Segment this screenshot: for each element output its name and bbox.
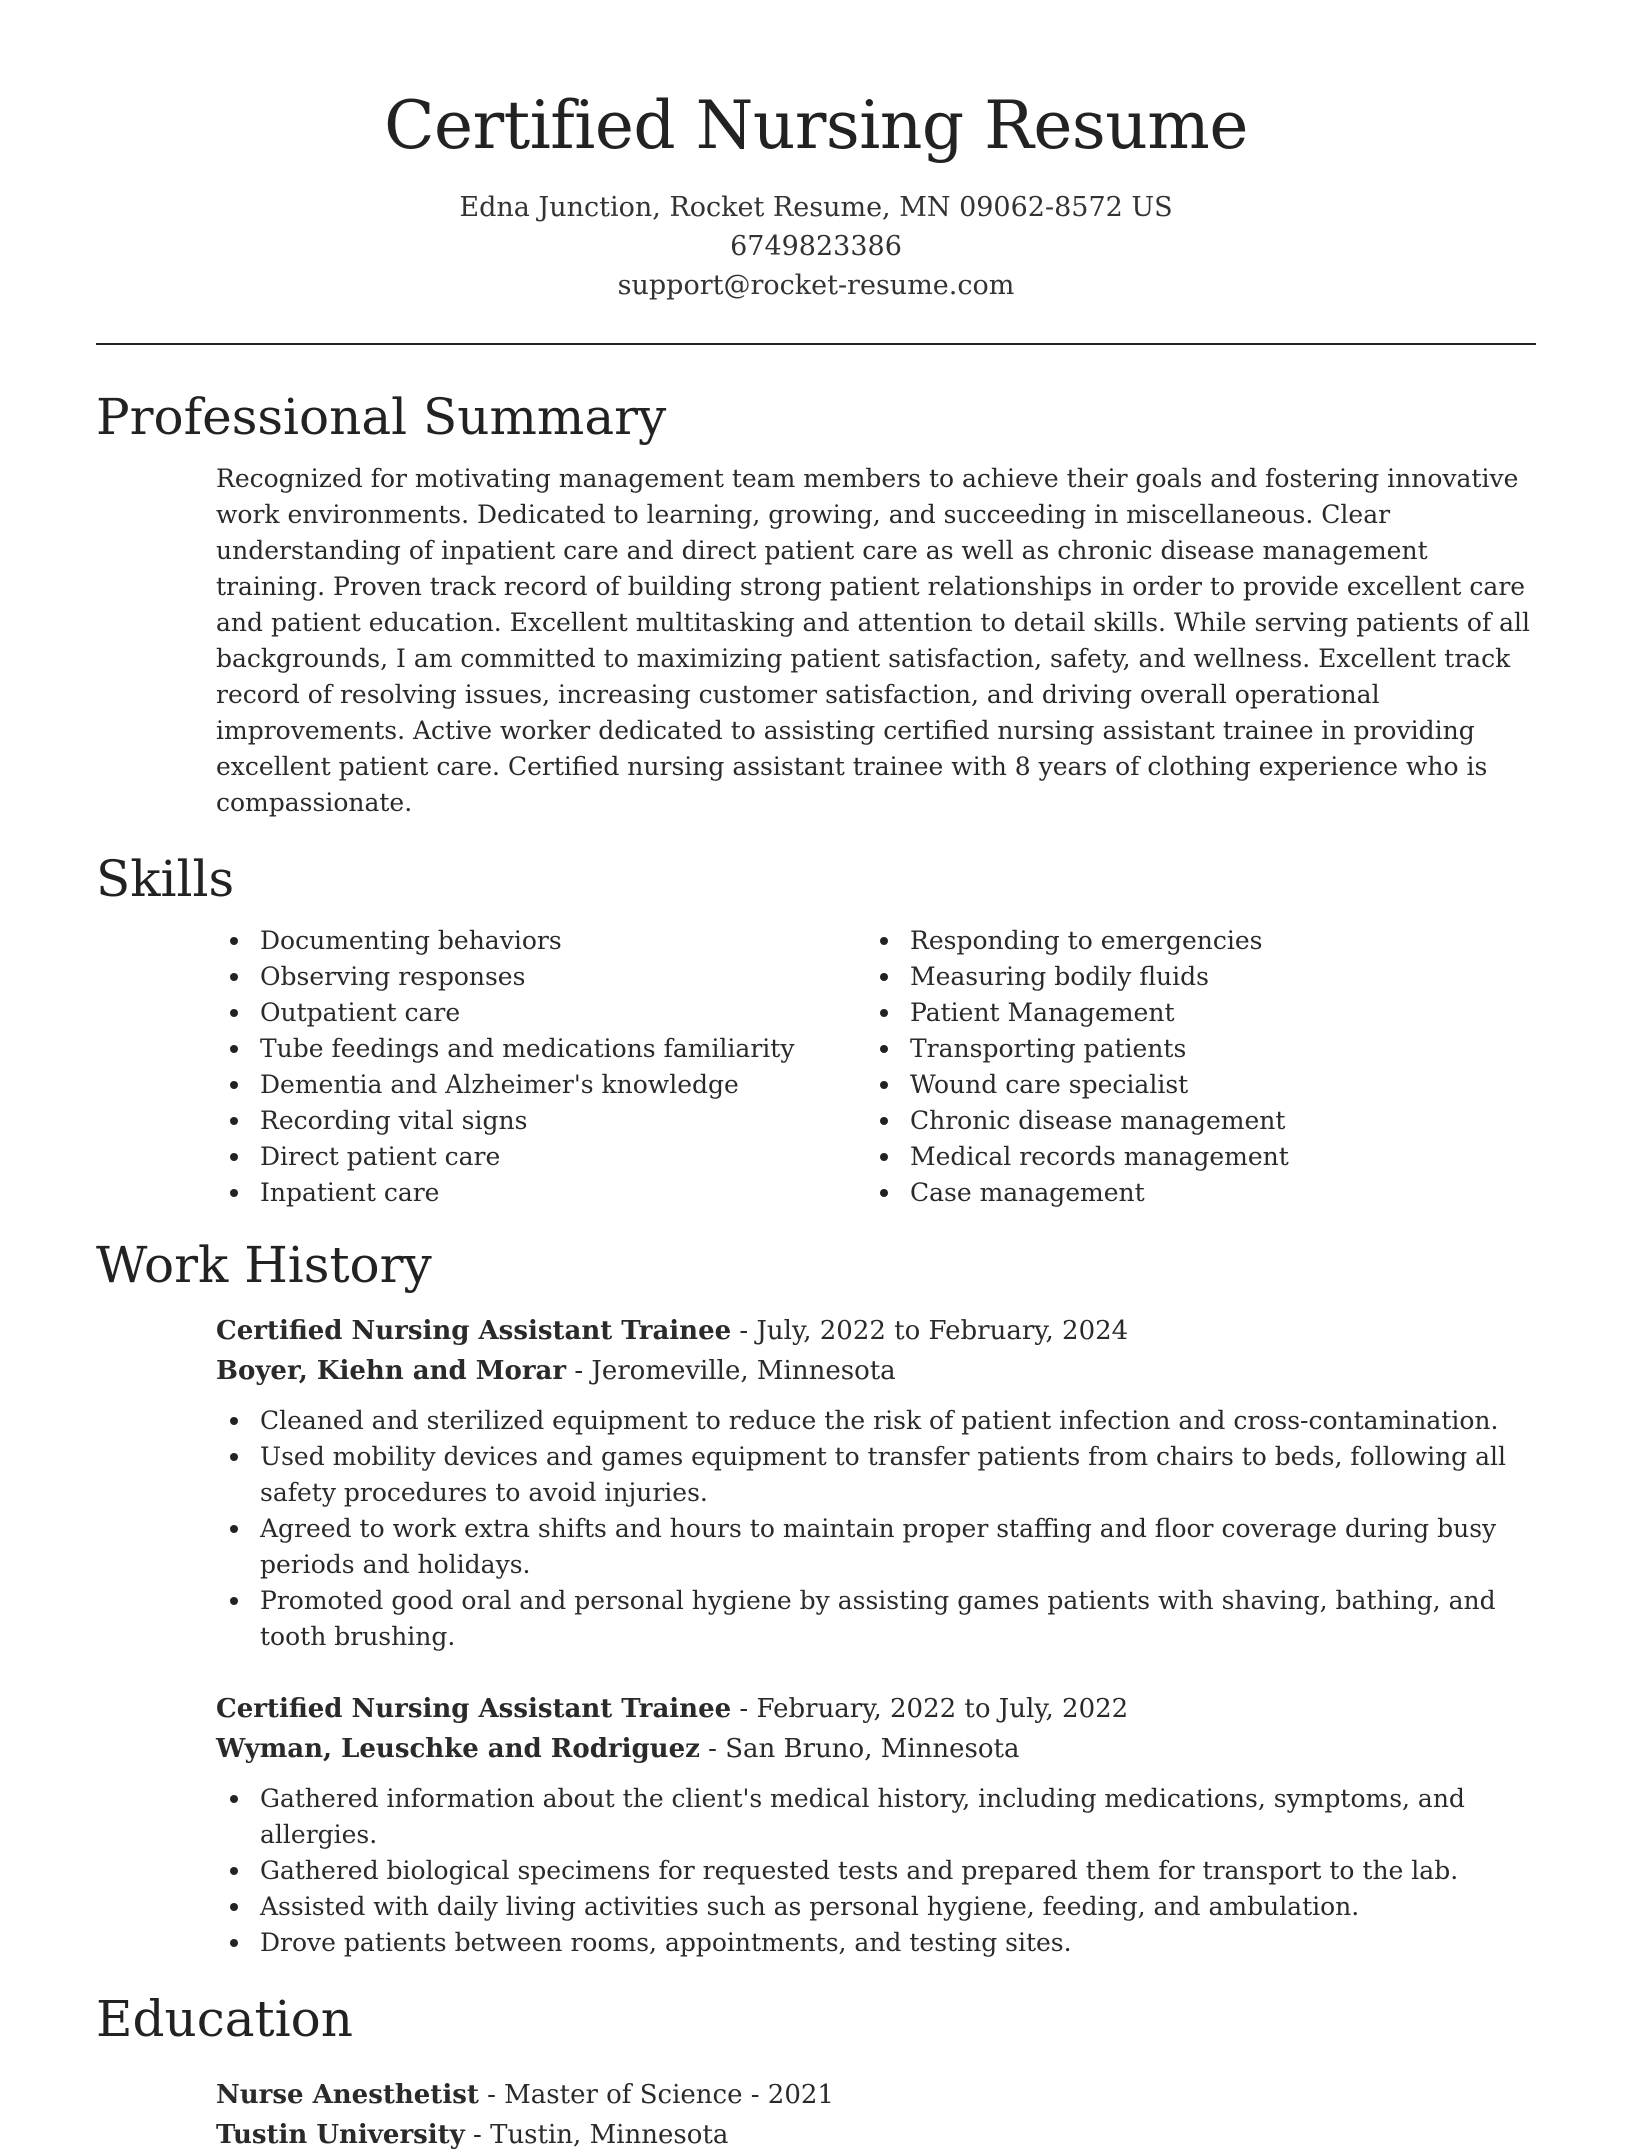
job-dates: - July, 2022 to February, 2024 xyxy=(731,1316,1129,1346)
contact-address: Edna Junction, Rocket Resume, MN 09062-8572 US xyxy=(459,192,1173,223)
resume-title: Certified Nursing Resume xyxy=(384,87,1248,164)
skill-item: Wound care specialist xyxy=(866,1067,1516,1103)
skill-item: Tube feedings and medications familiarity xyxy=(216,1031,866,1067)
education-field: Nurse Anesthetist xyxy=(216,2080,479,2110)
education-degree-line xyxy=(216,2075,1536,2115)
job-company: Boyer, Kiehn and Morar xyxy=(216,1356,567,1386)
job-bullet: Assisted with daily living activities such as personal hygiene, feeding, and ambulation. xyxy=(216,1889,1536,1925)
job-bullet: Gathered information about the client's medical history, including medications, symptoms, and allergies. xyxy=(216,1781,1536,1853)
contact-email: support@rocket-resume.com xyxy=(617,270,1015,301)
resume-header xyxy=(96,0,1536,345)
skill-item: Direct patient care xyxy=(216,1139,866,1175)
job-role: Certified Nursing Assistant Trainee xyxy=(216,1694,732,1724)
contact-phone: 6749823386 xyxy=(730,231,902,262)
resume-page xyxy=(96,0,1536,2155)
section-title-work-history: Work History xyxy=(96,1236,432,1294)
skill-item: Responding to emergencies xyxy=(866,923,1516,959)
education-school-line xyxy=(216,2115,1536,2155)
header-divider xyxy=(96,343,1536,345)
skill-item: Outpatient care xyxy=(216,995,866,1031)
skills-list xyxy=(216,923,1536,1211)
job-bullet: Gathered biological specimens for requested tests and prepared them for transport to the lab. xyxy=(216,1853,1536,1889)
job-bullet: Cleaned and sterilized equipment to reduce the risk of patient infection and cross-contamination. xyxy=(216,1403,1536,1439)
education-school: Tustin University xyxy=(216,2120,465,2150)
job-bullets xyxy=(216,1781,1536,1961)
job-role-line xyxy=(216,1311,1536,1351)
education-entry xyxy=(216,2075,1536,2155)
job-entry xyxy=(216,1689,1536,1961)
job-entry xyxy=(216,1311,1536,1655)
job-bullet: Promoted good oral and personal hygiene by assisting games patients with shaving, bathing, and tooth brushing. xyxy=(216,1583,1536,1655)
skill-item: Recording vital signs xyxy=(216,1103,866,1139)
skill-item: Transporting patients xyxy=(866,1031,1516,1067)
skill-item: Documenting behaviors xyxy=(216,923,866,959)
skill-item: Observing responses xyxy=(216,959,866,995)
job-bullet: Drove patients between rooms, appointments, and testing sites. xyxy=(216,1925,1536,1961)
job-bullet: Agreed to work extra shifts and hours to maintain proper staffing and floor coverage during busy periods and holidays. xyxy=(216,1511,1536,1583)
job-role: Certified Nursing Assistant Trainee xyxy=(216,1316,732,1346)
section-title-skills: Skills xyxy=(96,850,235,908)
skill-item: Patient Management xyxy=(866,995,1516,1031)
job-dates: - February, 2022 to July, 2022 xyxy=(731,1694,1129,1724)
job-company-line xyxy=(216,1351,1536,1391)
skills-column-left xyxy=(216,923,866,1211)
section-title-education: Education xyxy=(96,1990,353,2048)
job-company-line xyxy=(216,1729,1536,1769)
education-location: - Tustin, Minnesota xyxy=(464,2120,729,2150)
section-title-summary: Professional Summary xyxy=(96,388,667,446)
job-bullets xyxy=(216,1403,1536,1655)
job-bullet: Used mobility devices and games equipment to transfer patients from chairs to beds, following all safety procedures to avoid injuries. xyxy=(216,1439,1536,1511)
skill-item: Case management xyxy=(866,1175,1516,1211)
skills-column-right xyxy=(866,923,1516,1211)
summary-text: Recognized for motivating management team members to achieve their goals and fostering innovative work environments. Dedicated to learning, growing, and succeeding in miscellaneous. Clear understanding of inpatient care and direct patient care as well as chronic disease management training. Proven track record of building strong patient relationships in order to provide excellent care and patient education. Excellent multitasking and attention to detail skills. While serving patients of all backgrounds, I am committed to maximizing patient satisfaction, safety, and wellness. Excellent track record of resolving issues, increasing customer satisfaction, and driving overall operational improvements. Active worker dedicated to assisting certified nursing assistant trainee in providing excellent patient care. Certified nursing assistant trainee with 8 years of clothing experience who is compassionate. xyxy=(216,464,1531,817)
job-location: - San Bruno, Minnesota xyxy=(699,1734,1020,1764)
education-degree: - Master of Science - 2021 xyxy=(478,2080,834,2110)
skill-item: Measuring bodily fluids xyxy=(866,959,1516,995)
job-role-line xyxy=(216,1689,1536,1729)
contact-info xyxy=(96,188,1536,305)
job-location: - Jeromeville, Minnesota xyxy=(566,1356,896,1386)
job-company: Wyman, Leuschke and Rodriguez xyxy=(216,1734,700,1764)
skill-item: Chronic disease management xyxy=(866,1103,1516,1139)
skill-item: Inpatient care xyxy=(216,1175,866,1211)
skill-item: Dementia and Alzheimer's knowledge xyxy=(216,1067,866,1103)
skill-item: Medical records management xyxy=(866,1139,1516,1175)
